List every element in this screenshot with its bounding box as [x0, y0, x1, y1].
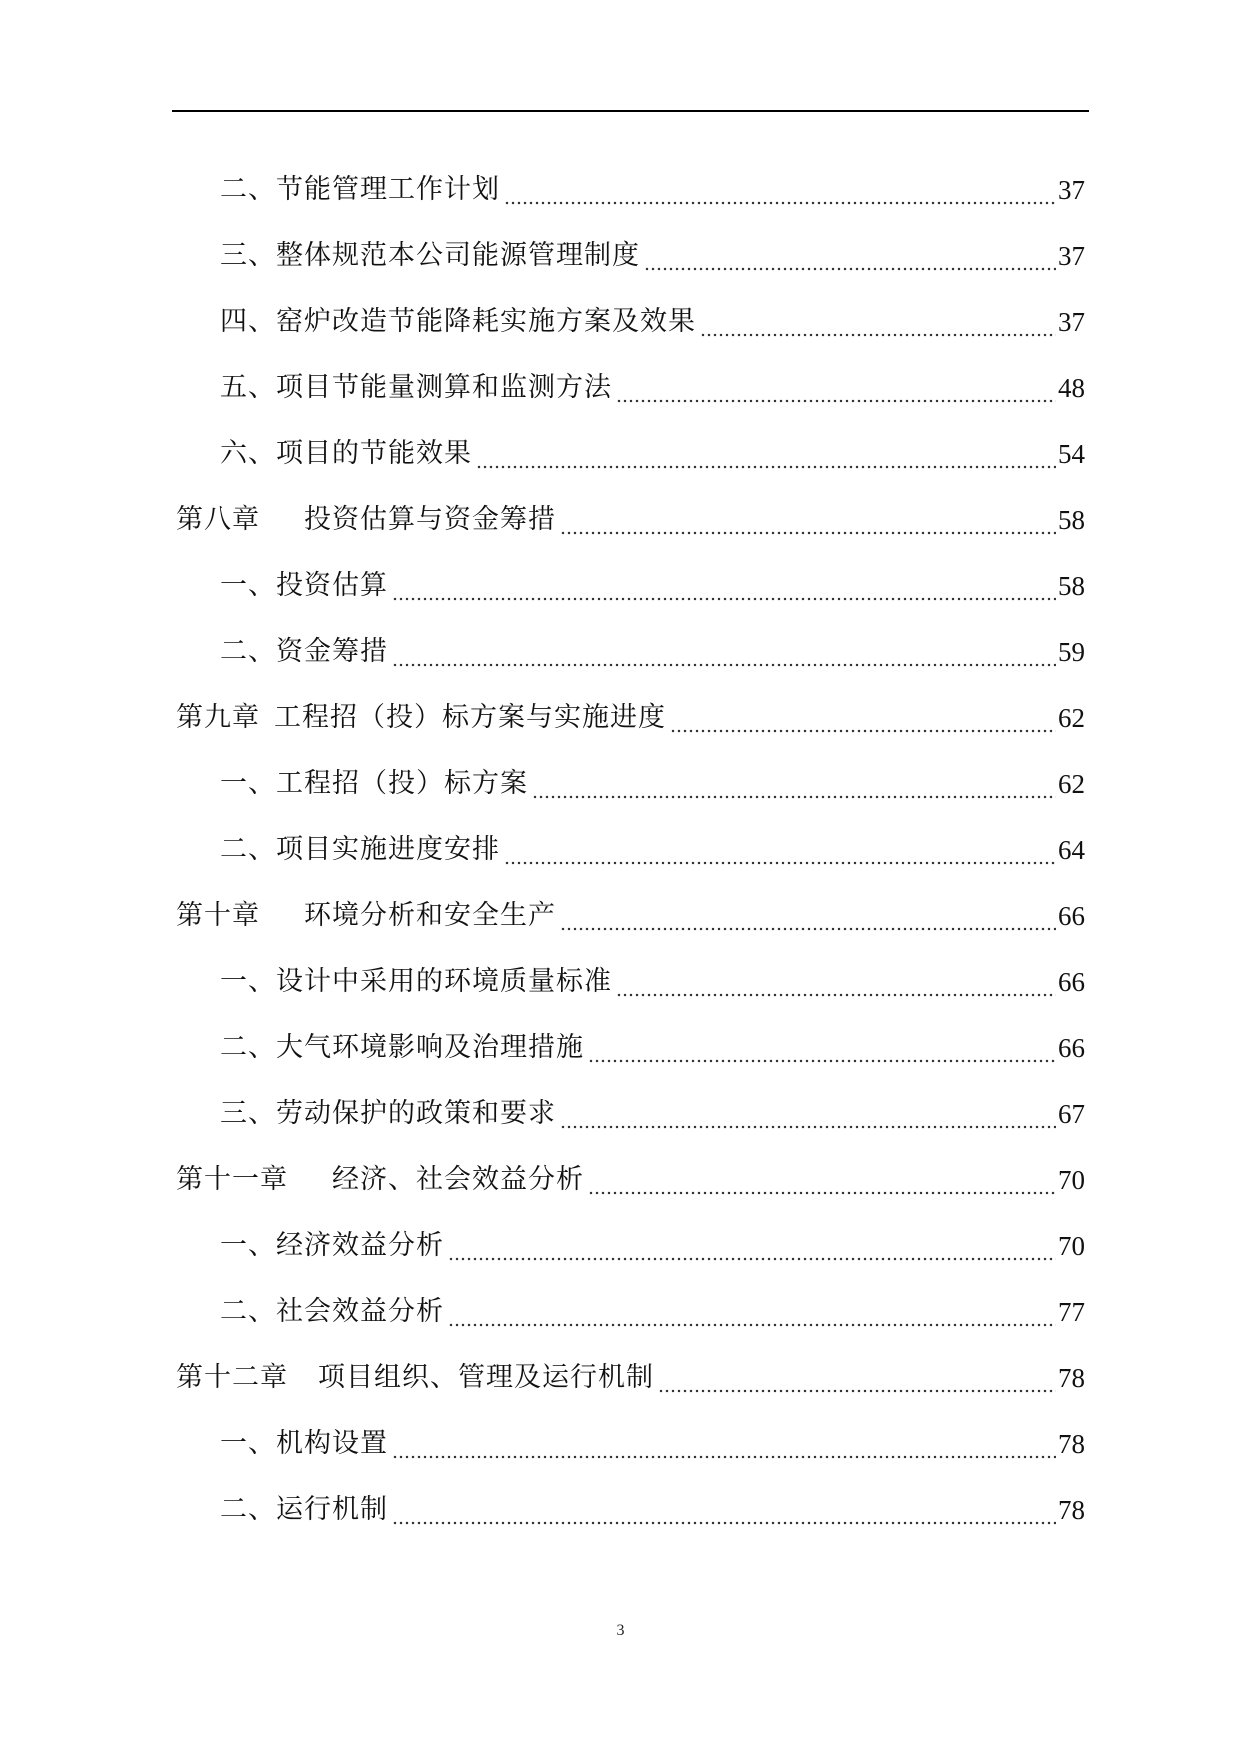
toc-chapter-number: 第十二章	[176, 1362, 288, 1393]
toc-entry-page: 62	[1058, 769, 1085, 799]
toc-entry-page: 66	[1058, 967, 1085, 997]
dot-leader	[392, 570, 1056, 602]
toc-entry-number: 一、	[220, 570, 276, 601]
toc-entry[interactable]	[220, 166, 1085, 206]
dot-leader	[700, 306, 1056, 338]
toc-entry-page: 58	[1058, 571, 1085, 601]
toc-entry-title: 项目节能量测算和监测方法	[276, 372, 612, 403]
toc-entry-number: 三、	[220, 240, 276, 271]
toc-chapter-number: 第十章	[176, 900, 260, 931]
dot-leader	[670, 702, 1056, 734]
toc-entry[interactable]	[220, 1024, 1085, 1064]
toc-entry-page: 78	[1058, 1495, 1085, 1525]
toc-entry-page: 54	[1058, 439, 1085, 469]
toc-entry-title: 工程招（投）标方案	[276, 768, 528, 799]
toc-chapter-entry[interactable]	[176, 892, 1085, 932]
toc-chapter-number: 第十一章	[176, 1164, 288, 1195]
toc-entry[interactable]	[220, 430, 1085, 470]
toc-entry-page: 78	[1058, 1429, 1085, 1459]
toc-chapter-title: 环境分析和安全生产	[304, 900, 556, 931]
toc-entry-page: 59	[1058, 637, 1085, 667]
toc-chapter-title: 投资估算与资金筹措	[304, 504, 556, 535]
toc-entry-title: 劳动保护的政策和要求	[276, 1098, 556, 1129]
toc-entry-page: 78	[1058, 1363, 1085, 1393]
dot-leader	[448, 1296, 1056, 1328]
toc-entry-title: 项目的节能效果	[276, 438, 472, 469]
toc-entry-number: 一、	[220, 1230, 276, 1261]
header-rule	[172, 110, 1089, 112]
dot-leader	[644, 240, 1056, 272]
toc-entry-page: 37	[1058, 175, 1085, 205]
toc-entry-number: 一、	[220, 768, 276, 799]
toc-entry[interactable]	[220, 1222, 1085, 1262]
dot-leader	[448, 1230, 1056, 1262]
toc-entry-number: 三、	[220, 1098, 276, 1129]
toc-entry-page: 58	[1058, 505, 1085, 535]
toc-chapter-title: 经济、社会效益分析	[332, 1164, 584, 1195]
toc-chapter-title: 项目组织、管理及运行机制	[318, 1362, 654, 1393]
dot-leader	[532, 768, 1056, 800]
toc-chapter-entry[interactable]	[176, 1354, 1085, 1394]
toc-entry[interactable]	[220, 628, 1085, 668]
toc-entry-title: 设计中采用的环境质量标准	[276, 966, 612, 997]
dot-leader	[588, 1032, 1056, 1064]
toc-entry-page: 66	[1058, 1033, 1085, 1063]
toc-entry[interactable]	[220, 826, 1085, 866]
toc-entry-title: 大气环境影响及治理措施	[276, 1032, 584, 1063]
toc-entry-title: 项目实施进度安排	[276, 834, 500, 865]
toc-entry[interactable]	[220, 1090, 1085, 1130]
toc-chapter-entry[interactable]	[176, 496, 1085, 536]
toc-entry-number: 二、	[220, 1296, 276, 1327]
toc-chapter-entry[interactable]	[176, 1156, 1085, 1196]
toc-entry-title: 资金筹措	[276, 636, 388, 667]
dot-leader	[560, 504, 1056, 536]
dot-leader	[504, 834, 1056, 866]
dot-leader	[392, 636, 1056, 668]
toc-entry-number: 五、	[220, 372, 276, 403]
toc-chapter-number: 第八章	[176, 504, 260, 535]
dot-leader	[560, 1098, 1056, 1130]
toc-entry[interactable]	[220, 1420, 1085, 1460]
toc-entry-title: 机构设置	[276, 1428, 388, 1459]
toc-entry-page: 64	[1058, 835, 1085, 865]
toc-entry-number: 二、	[220, 1032, 276, 1063]
toc-entry-number: 四、	[220, 306, 276, 337]
toc-entry-page: 66	[1058, 901, 1085, 931]
toc-entry[interactable]	[220, 232, 1085, 272]
toc-entry-title: 运行机制	[276, 1494, 388, 1525]
toc-entry-number: 二、	[220, 1494, 276, 1525]
toc-entry[interactable]	[220, 364, 1085, 404]
dot-leader	[616, 966, 1056, 998]
toc-entry-page: 48	[1058, 373, 1085, 403]
dot-leader	[476, 438, 1056, 470]
dot-leader	[658, 1362, 1056, 1394]
toc-entry-page: 70	[1058, 1231, 1085, 1261]
toc-entry-page: 37	[1058, 241, 1085, 271]
dot-leader	[392, 1494, 1056, 1526]
dot-leader	[616, 372, 1056, 404]
toc-entry-page: 62	[1058, 703, 1085, 733]
toc-entry-page: 77	[1058, 1297, 1085, 1327]
toc-entry-title: 经济效益分析	[276, 1230, 444, 1261]
toc-entry-number: 二、	[220, 174, 276, 205]
toc-entry-title: 整体规范本公司能源管理制度	[276, 240, 640, 271]
toc-entry[interactable]	[220, 760, 1085, 800]
toc-entry-page: 70	[1058, 1165, 1085, 1195]
toc-entry[interactable]	[220, 1486, 1085, 1526]
toc-entry-title: 节能管理工作计划	[276, 174, 500, 205]
toc-entry-number: 二、	[220, 834, 276, 865]
toc-entry-number: 一、	[220, 1428, 276, 1459]
toc-chapter-number: 第九章	[176, 702, 260, 733]
toc-entry-number: 六、	[220, 438, 276, 469]
toc-chapter-title: 工程招（投）标方案与实施进度	[274, 702, 666, 733]
toc-entry-title: 窑炉改造节能降耗实施方案及效果	[276, 306, 696, 337]
toc-entry-title: 投资估算	[276, 570, 388, 601]
dot-leader	[392, 1428, 1056, 1460]
dot-leader	[504, 174, 1056, 206]
toc-entry[interactable]	[220, 562, 1085, 602]
toc-entry[interactable]	[220, 1288, 1085, 1328]
toc-entry-page: 37	[1058, 307, 1085, 337]
toc-chapter-entry[interactable]	[176, 694, 1085, 734]
page-number: 3	[616, 1622, 625, 1639]
dot-leader	[560, 900, 1056, 932]
toc-entry[interactable]	[220, 958, 1085, 998]
toc-entry-title: 社会效益分析	[276, 1296, 444, 1327]
toc-entry-number: 二、	[220, 636, 276, 667]
toc-entry-number: 一、	[220, 966, 276, 997]
toc-entry[interactable]	[220, 298, 1085, 338]
dot-leader	[588, 1164, 1056, 1196]
toc-entry-page: 67	[1058, 1099, 1085, 1129]
